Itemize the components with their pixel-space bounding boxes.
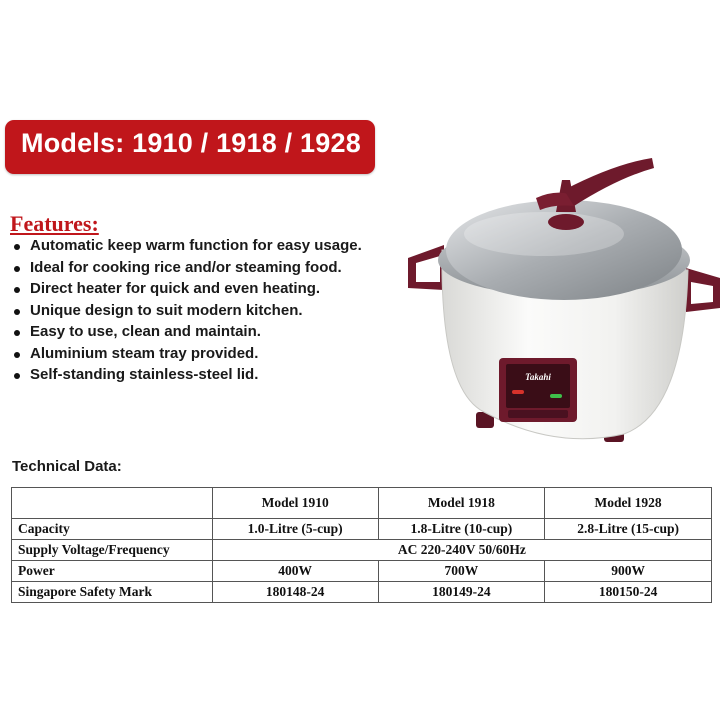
row-label-capacity: Capacity	[12, 519, 213, 540]
feature-item: Unique design to suit modern kitchen.	[12, 300, 362, 322]
table-row	[12, 540, 712, 561]
technical-data-table	[11, 487, 712, 603]
table-header-cell	[12, 488, 213, 519]
features-list	[12, 235, 362, 386]
feature-item: Automatic keep warm function for easy usage.	[12, 235, 362, 257]
feature-item: Aluminium steam tray provided.	[12, 343, 362, 365]
feature-item: Self-standing stainless-steel lid.	[12, 364, 362, 386]
table-row	[12, 582, 712, 603]
table-row	[12, 561, 712, 582]
technical-data-heading: Technical Data:	[12, 458, 122, 475]
models-banner	[5, 120, 375, 174]
table-row	[12, 519, 712, 540]
table-header-cell: Model 1918	[378, 488, 545, 519]
table-header-row	[12, 488, 712, 519]
table-cell: 1.0-Litre (5-cup)	[212, 519, 378, 540]
table-header-cell: Model 1910	[212, 488, 378, 519]
row-label-safety-mark: Singapore Safety Mark	[12, 582, 213, 603]
table-cell: 1.8-Litre (10-cup)	[378, 519, 545, 540]
table-cell-merged: AC 220-240V 50/60Hz	[212, 540, 711, 561]
features-heading: Features:	[10, 211, 99, 236]
table-cell: 180149-24	[378, 582, 545, 603]
brand-logo: Takahi	[525, 372, 551, 382]
table-header-cell: Model 1928	[545, 488, 712, 519]
row-label-power: Power	[12, 561, 213, 582]
table-cell: 900W	[545, 561, 712, 582]
table-cell: 180148-24	[212, 582, 378, 603]
row-label-supply-voltage: Supply Voltage/Frequency	[12, 540, 213, 561]
lid-lever	[564, 158, 654, 206]
feature-item: Direct heater for quick and even heating.	[12, 278, 362, 300]
feature-item: Ideal for cooking rice and/or steaming food.	[12, 257, 362, 279]
table-cell: 2.8-Litre (15-cup)	[545, 519, 712, 540]
models-title: Models: 1910 / 1918 / 1928	[21, 128, 361, 158]
rice-cooker-image	[404, 150, 724, 450]
switch-lever	[508, 410, 568, 418]
table-cell: 700W	[378, 561, 545, 582]
table-cell: 180150-24	[545, 582, 712, 603]
table-cell: 400W	[212, 561, 378, 582]
feature-item: Easy to use, clean and maintain.	[12, 321, 362, 343]
